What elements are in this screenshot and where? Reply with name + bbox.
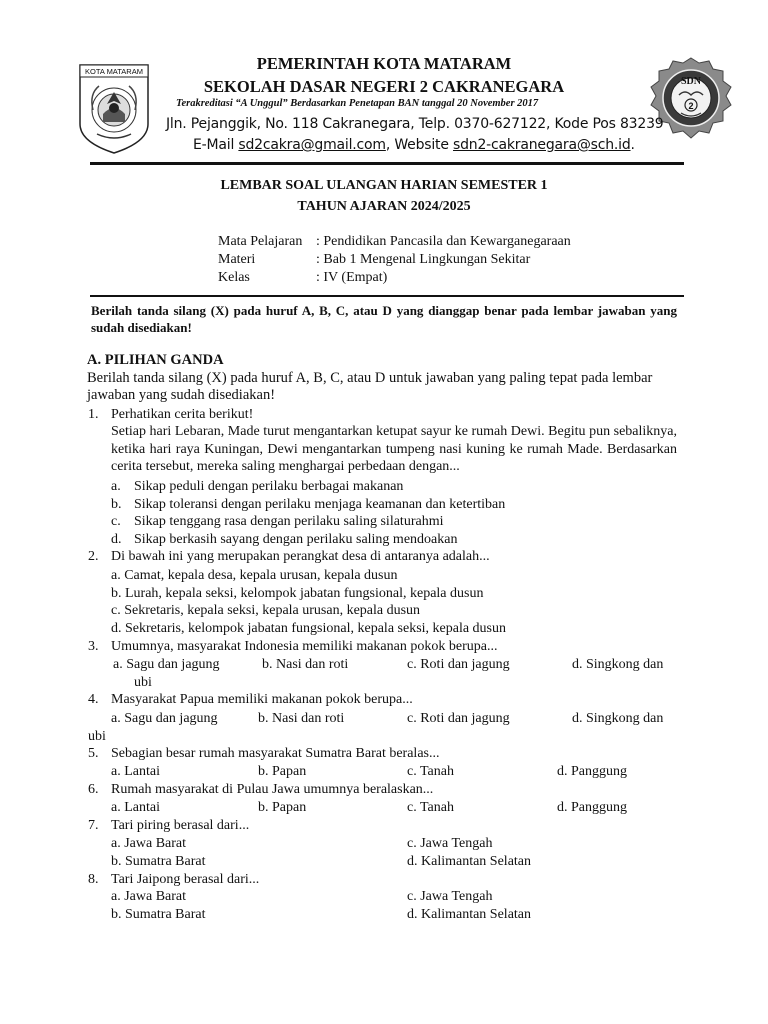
info-key: Materi [218, 252, 256, 267]
info-key: Kelas [218, 270, 250, 285]
question-8-text: Tari Jaipong berasal dari... [111, 872, 260, 887]
letterhead-divider [90, 162, 684, 165]
option-a: a. Jawa Barat [111, 889, 187, 904]
option-text: Sikap peduli dengan perilaku berbagai makanan [134, 479, 404, 494]
question-3-text: Umumnya, masyarakat Indonesia memiliki makanan pokok berupa... [111, 639, 498, 654]
question-5-text: Sebagian besar rumah masyarakat Sumatra Barat beralas... [111, 746, 440, 761]
info-row-class [218, 269, 571, 287]
option-d: d. Kalimantan Selatan [407, 907, 532, 922]
question-number: 2. [88, 549, 99, 564]
question-number: 4. [88, 692, 99, 707]
section-a-title: A. PILIHAN GANDA [87, 352, 224, 368]
option-d: d. Singkong dan [572, 657, 664, 672]
question-1-text: Perhatikan cerita berikut! [111, 407, 254, 422]
option-text: Sikap tenggang rasa dengan perilaku saling silaturahmi [134, 514, 444, 529]
info-value: : Bab 1 Mengenal Lingkungan Sekitar [316, 252, 531, 267]
question-2-text: Di bawah ini yang merupakan perangkat desa di antaranya adalah... [111, 549, 490, 564]
info-key: Mata Pelajaran [218, 234, 303, 249]
info-value: : IV (Empat) [316, 270, 388, 285]
question-number: 1. [88, 407, 99, 422]
question-1-story: Setiap hari Lebaran, Made turut mengantarkan ketupat sayur ke rumah Dewi. Begitu pun sebaliknya, ketika hari raya Kuningan, Dewi mengantarkan tumpeng nasi kuning ke rumah Made. Berdasarkan cerita tersebut, mereka saling menghargai perbedaan dengan... [111, 424, 677, 474]
option-continuation: ubi [88, 729, 106, 744]
government-name: PEMERINTAH KOTA MATARAM [256, 54, 512, 73]
option-text: d. Sekretaris, kelompok jabatan fungsional, kepala seksi, kepala dusun [111, 621, 507, 636]
email-link[interactable]: sd2cakra@gmail.com [238, 137, 386, 153]
option-c: c. Tanah [407, 764, 454, 779]
info-row-subject [218, 233, 571, 251]
option-d: d. Panggung [557, 800, 627, 815]
question-number: 7. [88, 818, 99, 833]
option-a: a. Lantai [111, 800, 160, 815]
website-label: , Website [385, 137, 454, 153]
option-text: a. Camat, kepala desa, kepala urusan, kepala dusun [111, 568, 398, 583]
option-d: d. Panggung [557, 764, 627, 779]
exam-info [218, 233, 571, 287]
svg-text:KOTA MATARAM: KOTA MATARAM [85, 67, 143, 76]
option-c: c. Jawa Tengah [407, 889, 493, 904]
question-number: 8. [88, 872, 99, 887]
info-value: : Pendidikan Pancasila dan Kewarganegaraan [316, 234, 571, 249]
option-c: c. Roti dan jagung [407, 711, 510, 726]
section-divider [90, 295, 684, 297]
option-a: a. Sagu dan jagung [111, 711, 218, 726]
option-letter: a. [111, 479, 121, 494]
question-6-text: Rumah masyarakat di Pulau Jawa umumnya beralaskan... [111, 782, 434, 797]
email-label: E-Mail [193, 137, 239, 153]
option-b: b. Nasi dan roti [258, 711, 345, 726]
general-instruction: Berilah tanda silang (X) pada huruf A, B, C, atau D yang dianggap benar pada lembar jawaban yang sudah disediakan! [91, 303, 677, 335]
question-7-text: Tari piring berasal dari... [111, 818, 250, 833]
question-number: 3. [88, 639, 99, 654]
option-d: d. Singkong dan [572, 711, 664, 726]
option-text: b. Lurah, kepala seksi, kelompok jabatan fungsional, kepala dusun [111, 586, 484, 601]
option-c: c. Tanah [407, 800, 454, 815]
option-b: b. Papan [258, 800, 307, 815]
option-a: a. Sagu dan jagung [113, 657, 220, 672]
section-a-instruction-line2: jawaban yang sudah disediakan! [87, 387, 276, 403]
svg-text:SDN: SDN [680, 76, 702, 87]
question-number: 6. [88, 782, 99, 797]
option-text: Sikap berkasih sayang dengan perilaku saling mendoakan [134, 532, 458, 547]
option-a: a. Jawa Barat [111, 836, 187, 851]
option-letter: b. [111, 497, 122, 512]
option-b: b. Nasi dan roti [262, 657, 349, 672]
question-number: 5. [88, 746, 99, 761]
option-b: b. Sumatra Barat [111, 854, 206, 869]
option-text: Sikap toleransi dengan perilaku menjaga keamanan dan ketertiban [134, 497, 506, 512]
option-letter: d. [111, 532, 122, 547]
option-letter: c. [111, 514, 121, 529]
option-text: c. Sekretaris, kepala seksi, kepala urusan, kepala dusun [111, 603, 421, 618]
option-d: d. Kalimantan Selatan [407, 854, 532, 869]
option-a: a. Lantai [111, 764, 160, 779]
contact-line [193, 137, 635, 153]
exam-title: LEMBAR SOAL ULANGAN HARIAN SEMESTER 1 [220, 178, 548, 193]
website-suffix: . [630, 137, 635, 153]
option-continuation: ubi [134, 675, 152, 690]
option-c: c. Jawa Tengah [407, 836, 493, 851]
info-row-material [218, 251, 571, 269]
svg-text:2: 2 [688, 101, 694, 111]
accreditation-note: Terakreditasi “A Unggul” Berdasarkan Penetapan BAN tanggal 20 November 2017 [176, 98, 539, 109]
option-c: c. Roti dan jagung [407, 657, 510, 672]
section-a-instruction-line1: Berilah tanda silang (X) pada huruf A, B, C, atau D untuk jawaban yang paling tepat pada lembar [87, 370, 653, 386]
option-b: b. Papan [258, 764, 307, 779]
academic-year: TAHUN AJARAN 2024/2025 [297, 199, 471, 214]
website-link[interactable]: sdn2-cakranegara@sch.id [453, 137, 631, 153]
option-b: b. Sumatra Barat [111, 907, 206, 922]
school-address: Jln. Pejanggik, No. 118 Cakranegara, Telp. 0370-627122, Kode Pos 83239 [166, 116, 664, 132]
school-name: SEKOLAH DASAR NEGERI 2 CAKRANEGARA [203, 77, 565, 96]
question-4-text: Masyarakat Papua memiliki makanan pokok berupa... [111, 692, 413, 707]
